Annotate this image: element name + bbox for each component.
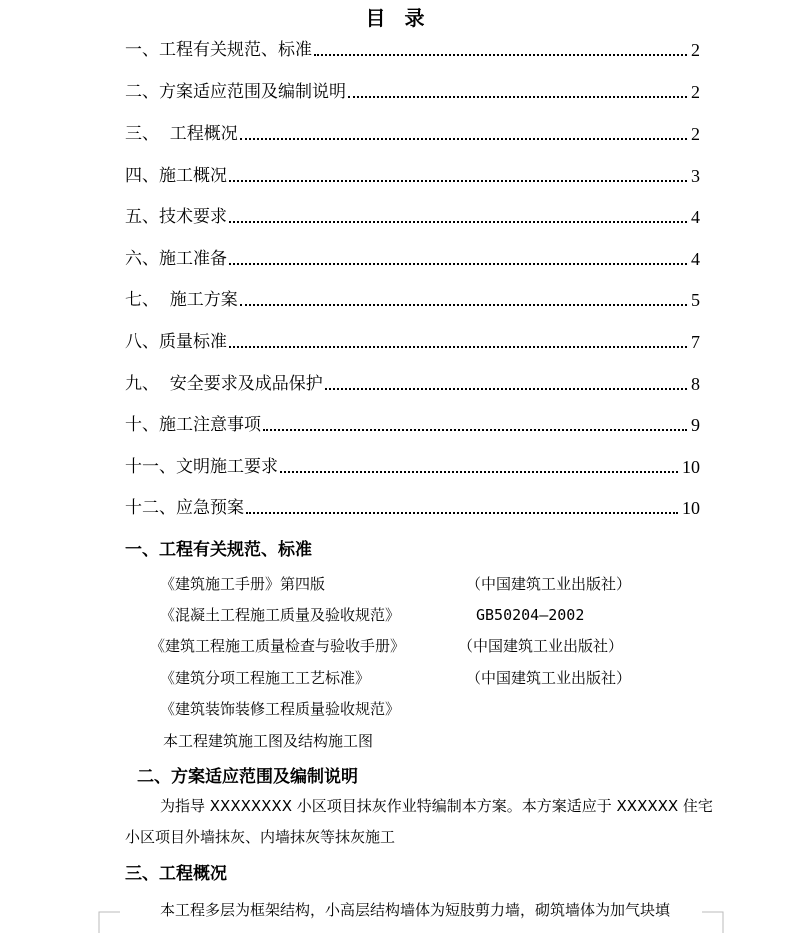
toc-leader-dots — [240, 304, 687, 306]
toc-entry[interactable] — [125, 122, 700, 146]
toc-entry[interactable] — [125, 413, 700, 437]
toc-entry-label: 八、质量标准 — [125, 332, 227, 352]
toc-entry-label: 一、工程有关规范、标准 — [125, 40, 312, 60]
reference-source: GB50204—2002 — [476, 606, 585, 624]
reference-name: 《建筑工程施工质量检查与验收手册》 — [150, 637, 406, 655]
page-corner-mark-left — [98, 911, 120, 933]
toc-entry-page-number: 2 — [691, 124, 700, 144]
toc-entry-label: 五、技术要求 — [125, 207, 227, 227]
toc-entry-page-number: 2 — [691, 82, 700, 102]
section-2-paragraph-line: 为指导 XXXXXXXX 小区项目抹灰作业特编制本方案。本方案适应于 XXXXXX 住宅 — [160, 797, 713, 815]
toc-entry-label: 十二、应急预案 — [125, 498, 244, 518]
toc-leader-dots — [263, 429, 687, 431]
reference-source: （中国建筑工业出版社） — [466, 669, 632, 687]
toc-entry-page-number: 10 — [682, 457, 700, 477]
toc-leader-dots — [314, 54, 687, 56]
toc-title: 目 录 — [365, 6, 431, 30]
section-2-paragraph-line: 小区项目外墙抹灰、内墙抹灰等抹灰施工 — [125, 828, 396, 846]
toc-entry[interactable] — [125, 164, 700, 188]
toc-leader-dots — [348, 96, 687, 98]
toc-entry-page-number: 4 — [691, 207, 700, 227]
reference-source: （中国建筑工业出版社） — [466, 575, 632, 593]
toc-entry-page-number: 5 — [691, 290, 700, 310]
reference-name: 《混凝土工程施工质量及验收规范》 — [160, 606, 401, 624]
toc-entry-label: 十、施工注意事项 — [125, 415, 261, 435]
toc-entry-page-number: 10 — [682, 498, 700, 518]
toc-entry-label: 三、 工程概况 — [125, 124, 238, 144]
page-corner-mark-right — [702, 911, 724, 933]
reference-source: （中国建筑工业出版社） — [458, 637, 624, 655]
section-2-heading: 二、方案适应范围及编制说明 — [137, 767, 358, 787]
toc-entry[interactable] — [125, 455, 700, 479]
toc-leader-dots — [246, 512, 678, 514]
toc-entry[interactable] — [125, 247, 700, 271]
toc-entry[interactable] — [125, 80, 700, 104]
toc-leader-dots — [229, 180, 687, 182]
toc-entry-label: 九、 安全要求及成品保护 — [125, 374, 323, 394]
toc-entry-label: 四、施工概况 — [125, 166, 227, 186]
toc-entry-label: 十一、文明施工要求 — [125, 457, 278, 477]
toc-entry-label: 六、施工准备 — [125, 249, 227, 269]
toc-entry[interactable] — [125, 288, 700, 312]
toc-entry[interactable] — [125, 372, 700, 396]
section-1-heading: 一、工程有关规范、标准 — [125, 540, 312, 560]
toc-entry[interactable] — [125, 38, 700, 62]
toc-entry-page-number: 4 — [691, 249, 700, 269]
toc-leader-dots — [280, 471, 678, 473]
toc-leader-dots — [229, 346, 687, 348]
toc-entry-page-number: 7 — [691, 332, 700, 352]
toc-entry[interactable] — [125, 496, 700, 520]
toc-entry-page-number: 8 — [691, 374, 700, 394]
toc-entry-label: 七、 施工方案 — [125, 290, 238, 310]
toc-leader-dots — [229, 221, 687, 223]
toc-entry-page-number: 2 — [691, 40, 700, 60]
toc-entry[interactable] — [125, 205, 700, 229]
reference-name: 本工程建筑施工图及结构施工图 — [163, 732, 374, 750]
reference-name: 《建筑装饰装修工程质量验收规范》 — [160, 700, 401, 718]
toc-leader-dots — [325, 388, 687, 390]
reference-name: 《建筑分项工程施工工艺标准》 — [160, 669, 371, 687]
section-3-heading: 三、工程概况 — [125, 864, 227, 884]
toc-entry-page-number: 9 — [691, 415, 700, 435]
toc-leader-dots — [229, 263, 687, 265]
reference-name: 《建筑施工手册》第四版 — [160, 575, 326, 593]
toc-entry[interactable] — [125, 330, 700, 354]
toc-entry-label: 二、方案适应范围及编制说明 — [125, 82, 346, 102]
toc-entry-page-number: 3 — [691, 166, 700, 186]
toc-leader-dots — [240, 138, 687, 140]
section-3-paragraph-line: 本工程多层为框架结构，小高层结构墙体为短肢剪力墙，砌筑墙体为加气块填 — [160, 901, 671, 919]
